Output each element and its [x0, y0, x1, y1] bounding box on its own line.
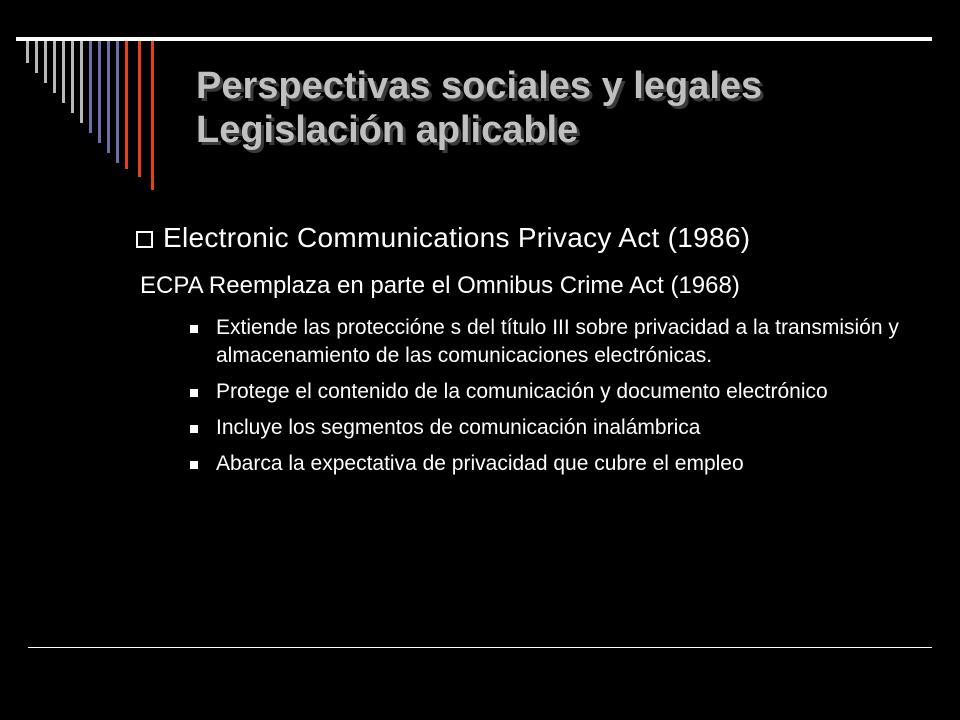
hollow-square-bullet-icon [136, 231, 153, 248]
square-bullet-icon [190, 325, 198, 333]
list-item [188, 414, 928, 442]
square-bullet-icon [190, 389, 198, 397]
list-item-text: Extiende las proteccióne s del título III sobre privacidad a la transmisión y almacenamiento de las comunicaciones electrónicas. [216, 316, 899, 367]
slide-title-line-1: Perspectivas sociales y legales [196, 65, 763, 107]
stripe-gray [53, 41, 56, 93]
list-item [188, 450, 928, 478]
square-bullet-icon [190, 425, 198, 433]
slide-title-line-2: Legislación aplicable [196, 109, 579, 151]
level1-bullet-item [136, 218, 750, 258]
stripe-red [151, 41, 154, 190]
stripe-gray [71, 41, 74, 113]
stripe-gray [62, 41, 65, 103]
stripe-gray [80, 41, 83, 123]
subheading: ECPA Reemplaza en parte el Omnibus Crime Act (1968) [140, 272, 740, 299]
stripe-blue [116, 41, 119, 163]
level1-bullet-text: Electronic Communications Privacy Act (1986) [163, 222, 751, 253]
bottom-rule [28, 647, 932, 648]
list-item-text: Abarca la expectativa de privacidad que cubre el empleo [216, 452, 744, 475]
list-item-text: Incluye los segmentos de comunicación inalámbrica [216, 416, 701, 439]
stripe-blue [98, 41, 101, 143]
stripe-red [125, 41, 128, 169]
slide-title [196, 64, 936, 152]
stripe-gray [26, 41, 29, 63]
stripe-gray [35, 41, 38, 73]
stripe-blue [107, 41, 110, 153]
stripe-blue [89, 41, 92, 133]
stripe-gray [44, 41, 47, 83]
bullet-list [188, 314, 928, 486]
decorative-stripes [0, 0, 170, 200]
list-item [188, 378, 928, 406]
list-item-text: Protege el contenido de la comunicación y documento electrónico [216, 380, 828, 403]
list-item [188, 314, 928, 370]
stripe-red [138, 41, 141, 177]
square-bullet-icon [190, 461, 198, 469]
